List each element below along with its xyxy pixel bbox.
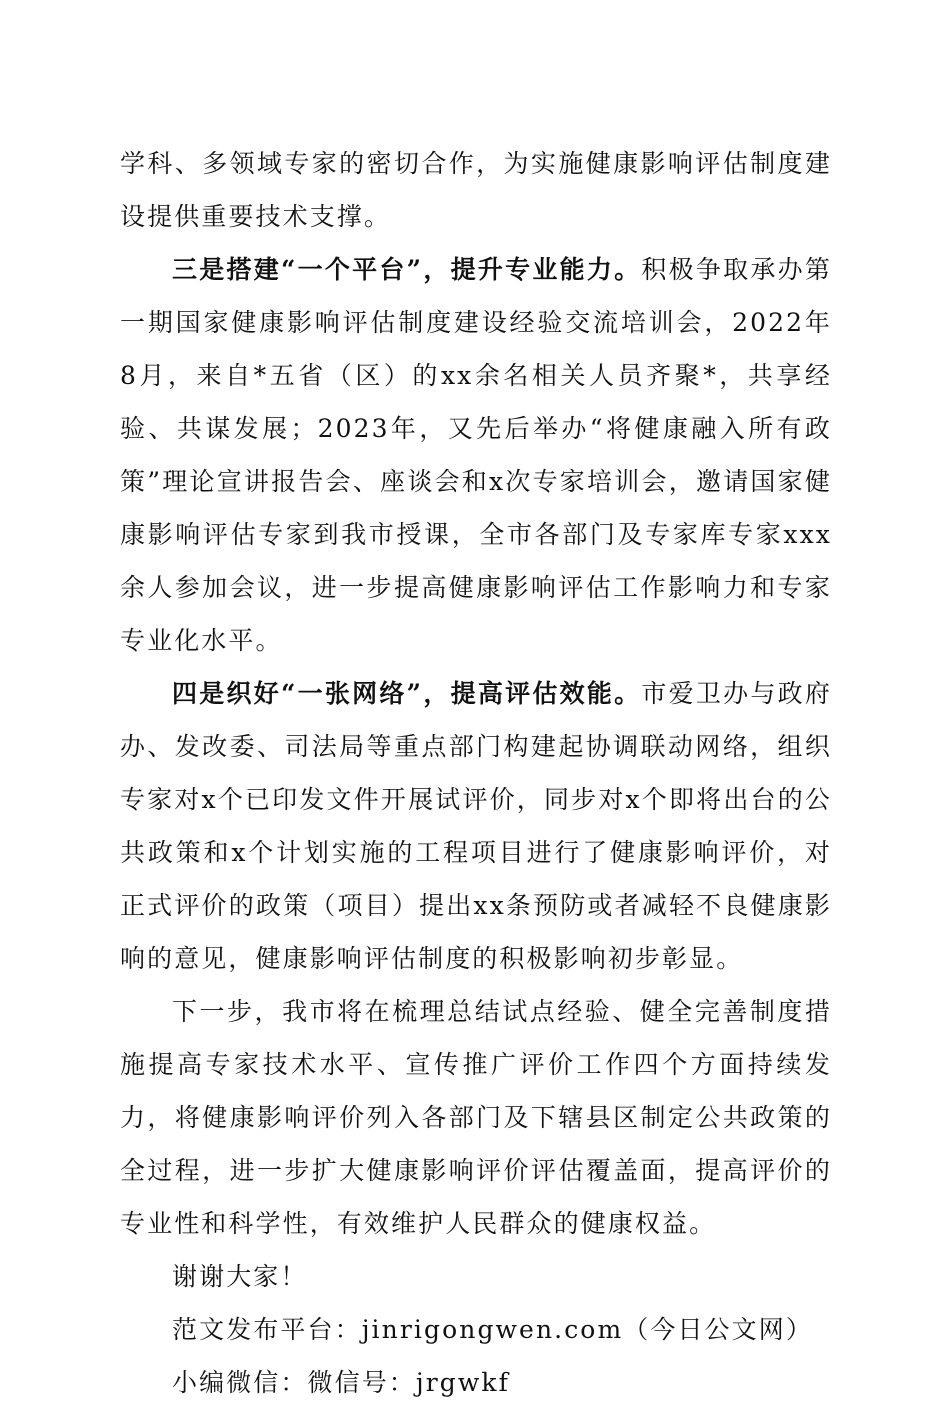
paragraph-text: 积极争取承办第一期国家健康影响评估制度建设经验交流培训会，2022年8月，来自*五省（区）的xx余名相关人员齐聚*，共享经验、共谋发展；2023年，又先后举办“将健康融入所有政策”理论宣讲报告会、座谈会和x次专家培训会，邀请国家健康影响评估专家到我市授课，全市各部门及专家库专家xxx余人参加会议，进一步提高健康影响评估工作影响力和专家专业化水平。 [120, 255, 833, 655]
paragraph-network [120, 667, 832, 985]
paragraph-platform [120, 243, 832, 667]
closing-line: 谢谢大家！ [172, 1262, 308, 1291]
paragraph-text: 学科、多领域专家的密切合作，为实施健康影响评估制度建设提供重要技术支撑。 [120, 149, 832, 231]
paragraph-lead: 三是搭建“一个平台”，提升专业能力。 [172, 255, 642, 284]
footer-wechat: 小编微信：微信号：jrgwkf [172, 1368, 511, 1397]
document-body [120, 137, 832, 1409]
paragraph-text: 下一步，我市将在梳理总结试点经验、健全完善制度措施提高专家技术水平、宣传推广评价工作四个方面持续发力，将健康影响评价列入各部门及下辖县区制定公共政策的全过程，进一步扩大健康影响评价评估覆盖面，提高评价的专业性和科学性，有效维护人民群众的健康权益。 [120, 997, 832, 1238]
paragraph-text: 市爱卫办与政府办、发改委、司法局等重点部门构建起协调联动网络，组织专家对x个已印发文件开展试评价，同步对x个即将出台的公共政策和x个计划实施的工程项目进行了健康影响评价，对正式评价的政策（项目）提出xx条预防或者减轻不良健康影响的意见，健康影响评估制度的积极影响初步彰显。 [120, 679, 833, 973]
paragraph-continuation [120, 137, 832, 243]
paragraph-next-step [120, 985, 832, 1250]
paragraph-lead: 四是织好“一张网络”，提高评估效能。 [172, 679, 642, 708]
footer-platform: 范文发布平台：jinrigongwen.com（今日公文网） [172, 1315, 813, 1344]
